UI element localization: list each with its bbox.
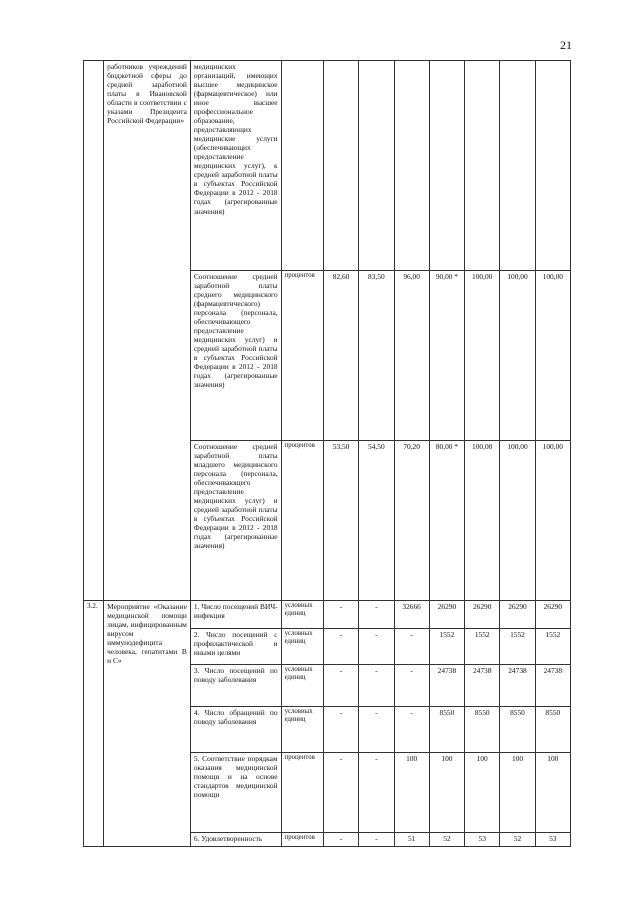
value-cell: 54,50 [359, 441, 394, 601]
value-cell: 100,00 [535, 441, 570, 601]
value-cell: - [323, 753, 358, 833]
value-cell: 90,00 * [429, 271, 464, 441]
value-cell: 8550 [429, 707, 464, 753]
value-cell: 100 [500, 753, 535, 833]
page-number: 21 [560, 38, 572, 52]
table-row [84, 601, 571, 629]
value-cell: 26290 [500, 601, 535, 629]
value-cell: - [359, 753, 394, 833]
unit-cell: условных единиц [281, 629, 323, 665]
value-cell: 24738 [500, 665, 535, 707]
value-cell: 80,00 * [429, 441, 464, 601]
value-cell: - [323, 665, 358, 707]
value-cell [359, 61, 394, 271]
value-cell: 26290 [535, 601, 570, 629]
unit-cell: процентов [281, 271, 323, 441]
table-row-continuation [84, 61, 571, 271]
value-cell: - [323, 707, 358, 753]
indicators-table [83, 60, 571, 847]
item-name-cell: работников учреждений бюджетной сферы до средней заработной платы в Ивановской области в соответствии с указами Президента Российской Федерации» [104, 61, 191, 601]
unit-cell [281, 61, 323, 271]
item-name-cell: Мероприятие «Оказание медицинской помощи лицам, инфицированным вирусом иммунодефицита человека, гепатитами B и C» [104, 601, 191, 847]
value-cell: 100 [535, 753, 570, 833]
indicator-cell: 3. Число посещений по поводу заболевания [190, 665, 281, 707]
value-cell: 53,50 [323, 441, 358, 601]
value-cell: 70,20 [394, 441, 429, 601]
value-cell [394, 61, 429, 271]
value-cell: 24738 [465, 665, 500, 707]
value-cell: 8550 [500, 707, 535, 753]
unit-cell: условных единиц [281, 601, 323, 629]
value-cell: - [323, 833, 358, 847]
value-cell: 52 [429, 833, 464, 847]
value-cell: 1552 [429, 629, 464, 665]
unit-cell: условных единиц [281, 707, 323, 753]
indicator-cell: 1. Число посещений ВИЧ-инфекция [190, 601, 281, 629]
value-cell [429, 61, 464, 271]
value-cell: 51 [394, 833, 429, 847]
value-cell: 100,00 [500, 271, 535, 441]
value-cell: 26290 [429, 601, 464, 629]
value-cell: 32666 [394, 601, 429, 629]
unit-cell: условных единиц [281, 665, 323, 707]
value-cell: - [394, 707, 429, 753]
item-number-cell: 3.2. [84, 601, 104, 847]
unit-cell: процентов [281, 833, 323, 847]
value-cell [323, 61, 358, 271]
value-cell: 96,00 [394, 271, 429, 441]
unit-cell: процентов [281, 441, 323, 601]
value-cell: 82,60 [323, 271, 358, 441]
value-cell: - [359, 665, 394, 707]
value-cell: - [359, 629, 394, 665]
value-cell: 100 [394, 753, 429, 833]
value-cell: 52 [500, 833, 535, 847]
value-cell: 26290 [465, 601, 500, 629]
value-cell: 100,00 [465, 441, 500, 601]
value-cell: 100 [465, 753, 500, 833]
item-number-cell [84, 61, 104, 601]
indicator-cell: Соотношение средней заработной платы младшего медицинского персонала (персонала, обеспечивающего предоставление медицинских услуг) и средней заработной платы в субъектах Российской Федерации в 2012 - 2018 годах (агрегированные значения) [190, 441, 281, 601]
indicator-cell: медицинских организаций, имеющих высшее медицинское (фармацевтическое) или иное высшее профессиональное образование, предоставляющих медицинские услуги (обеспечивающих предоставление медицинских услуг), к средней заработной платы в субъектах Российской Федерации в 2012 - 2018 годах (агрегированные значения) [190, 61, 281, 271]
value-cell: 24738 [429, 665, 464, 707]
value-cell: 100 [429, 753, 464, 833]
indicator-cell: 5. Соответствие порядкам оказания медицинской помощи и на основе стандартов медицинской помощи [190, 753, 281, 833]
value-cell: - [359, 833, 394, 847]
indicator-cell: Соотношение средней заработной платы среднего медицинского (фармацевтического) персонала (персонала, обеспечивающего предоставление медицинских услуг) и средней заработной платы в субъектах Российской Федерации в 2012 - 2018 годах (агрегированные значения) [190, 271, 281, 441]
value-cell: 100,00 [500, 441, 535, 601]
value-cell: 8550 [465, 707, 500, 753]
value-cell [535, 61, 570, 271]
value-cell: 100,00 [535, 271, 570, 441]
value-cell: - [394, 629, 429, 665]
value-cell: 53 [465, 833, 500, 847]
unit-cell: процентов [281, 753, 323, 833]
value-cell [465, 61, 500, 271]
indicator-cell: 6. Удовлетворенность [190, 833, 281, 847]
value-cell: - [359, 707, 394, 753]
value-cell: 83,50 [359, 271, 394, 441]
value-cell: 1552 [535, 629, 570, 665]
value-cell: - [323, 601, 358, 629]
value-cell: 24738 [535, 665, 570, 707]
value-cell: 1552 [500, 629, 535, 665]
value-cell: 100,00 [465, 271, 500, 441]
value-cell: - [323, 629, 358, 665]
indicator-cell: 4. Число обращений по поводу заболевания [190, 707, 281, 753]
value-cell: 53 [535, 833, 570, 847]
value-cell [500, 61, 535, 271]
value-cell: - [359, 601, 394, 629]
value-cell: 1552 [465, 629, 500, 665]
indicator-cell: 2. Число посещений с профилактической и иными целями [190, 629, 281, 665]
value-cell: - [394, 665, 429, 707]
value-cell: 8550 [535, 707, 570, 753]
